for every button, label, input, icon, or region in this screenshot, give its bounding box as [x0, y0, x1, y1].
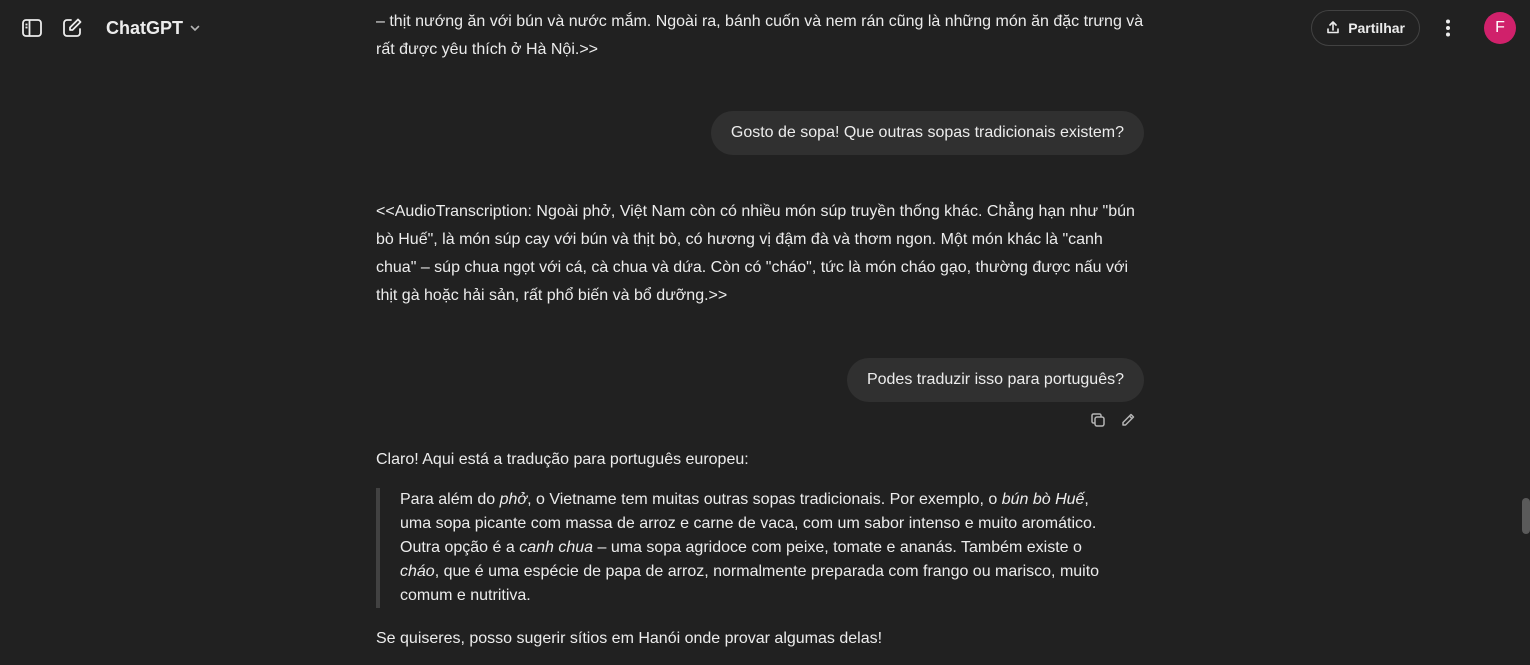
sidebar-toggle-button[interactable]: [12, 8, 52, 48]
outro-text: Se quiseres, posso sugerir sítios em Hanói onde provar algumas delas!: [376, 630, 883, 647]
quote-emphasis: canh chua: [519, 539, 594, 556]
sidebar-toggle-icon: [21, 17, 43, 39]
share-icon: [1326, 21, 1340, 35]
quote-text: , o Vietname tem muitas outras sopas tradicionais. Por exemplo, o: [527, 491, 1002, 508]
assistant-message-outro: [376, 625, 1146, 653]
more-options-icon: [1445, 18, 1451, 38]
quote-text: Para além do: [400, 491, 500, 508]
quote-text: – uma sopa agridoce com peixe, tomate e ananás. Também existe o: [593, 539, 1082, 556]
quote-text: , uma sopa picante com massa de arroz e carne de vaca, com um sabor intenso e muito aromático. Outra opção é a: [400, 491, 1097, 556]
header-left: [0, 0, 201, 56]
share-button[interactable]: [1311, 10, 1420, 46]
message-line: rất được yêu thích ở Hà Nội.>>: [376, 41, 599, 58]
blockquote: [376, 488, 1116, 608]
user-message-text: Podes traduzir isso para português?: [866, 371, 1124, 388]
copy-button[interactable]: [1086, 408, 1110, 432]
assistant-message: [376, 198, 1146, 310]
assistant-message: [376, 8, 1146, 64]
user-message-text: Gosto de sopa! Que outras sopas tradicionais existem?: [730, 124, 1124, 141]
quote-text: , que é uma espécie de papa de arroz, normalmente preparada com frango ou marisco, muito comum e nutritiva.: [400, 563, 1100, 604]
avatar[interactable]: [1484, 12, 1516, 44]
message-actions: [1086, 408, 1140, 432]
user-message-bubble: [711, 111, 1144, 155]
quote-emphasis: phở: [499, 491, 528, 508]
user-message-bubble: [847, 358, 1144, 402]
assistant-message-text: <<AudioTranscription: Ngoài phở, Việt Nam còn có nhiều món súp truyền thống khác. Chẳng hạn như "bún bò Huế", là món súp cay với bún và thịt bò, có hương vị đậm đà và thơm ngon. Một món khác là "canh chua" – súp chua ngọt với cá, cà chua và dứa. Còn có "cháo", tức là món cháo gạo, thường được nấu với thịt gà hoặc hải sản, rất phổ biến và bổ dưỡng.>>: [376, 203, 1135, 304]
edit-icon: [1120, 412, 1136, 428]
model-name: ChatGPT: [106, 17, 184, 38]
new-chat-button[interactable]: [52, 8, 92, 48]
quote-emphasis: cháo: [400, 563, 435, 580]
intro-text: Claro! Aqui está a tradução para português europeu:: [376, 451, 749, 468]
model-switcher[interactable]: [106, 18, 201, 39]
message-line: – thịt nướng ăn với bún và nước mắm. Ngoài ra, bánh cuốn và nem rán cũng là những món ăn đặc trưng và: [376, 13, 1144, 30]
share-label: Partilhar: [1348, 20, 1405, 36]
edit-button[interactable]: [1116, 408, 1140, 432]
assistant-message-intro: [376, 446, 1146, 474]
chevron-down-icon: [189, 22, 201, 34]
new-chat-icon: [61, 17, 83, 39]
more-options-button[interactable]: [1428, 8, 1468, 48]
scrollbar-thumb[interactable]: [1522, 498, 1530, 534]
avatar-letter: F: [1495, 19, 1505, 36]
header-right: [1311, 0, 1530, 56]
copy-icon: [1090, 412, 1106, 428]
quote-emphasis: bún bò Huế: [1001, 491, 1085, 508]
